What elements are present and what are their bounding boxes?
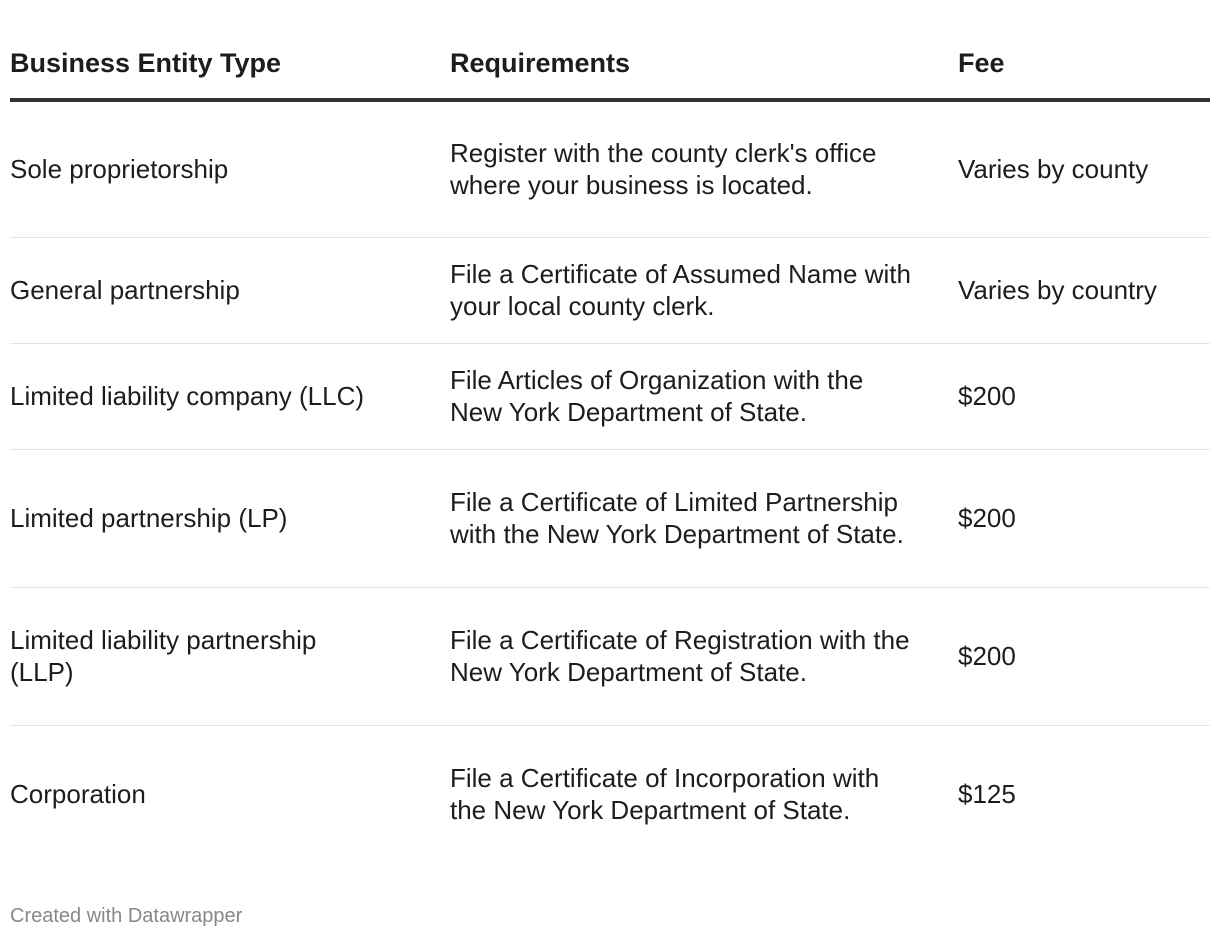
entity-type-cell xyxy=(10,237,450,343)
fee-text: $200 xyxy=(958,641,1016,671)
requirements-text: File a Certificate of Incorporation with the New York Department of State. xyxy=(450,763,880,826)
entity-type-text: Limited liability partnership (LLP) xyxy=(10,625,317,687)
requirements-cell xyxy=(450,343,958,449)
fee-text: $200 xyxy=(958,381,1016,411)
fee-text: Varies by country xyxy=(958,275,1157,305)
entity-requirements-table-container xyxy=(10,30,1210,863)
table-row xyxy=(10,100,1210,237)
fee-text: Varies by county xyxy=(958,154,1149,185)
fee-cell xyxy=(958,587,1210,725)
fee-text: $200 xyxy=(958,503,1016,533)
fee-cell xyxy=(958,725,1210,863)
column-header-entity-type: Business Entity Type xyxy=(10,30,450,100)
table-row xyxy=(10,449,1210,587)
entity-type-text: Limited partnership (LP) xyxy=(10,503,288,533)
table-row xyxy=(10,343,1210,449)
column-header-fee: Fee xyxy=(958,30,1210,100)
requirements-text: File a Certificate of Limited Partnership with the New York Department of State. xyxy=(450,487,904,549)
entity-requirements-table xyxy=(10,30,1210,863)
entity-type-cell xyxy=(10,725,450,863)
entity-type-cell xyxy=(10,449,450,587)
entity-type-text: Sole proprietorship xyxy=(10,154,229,185)
requirements-cell xyxy=(450,587,958,725)
requirements-text: File a Certificate of Assumed Name with your local county clerk. xyxy=(450,259,911,321)
table-row xyxy=(10,237,1210,343)
table-row xyxy=(10,725,1210,863)
entity-type-text: Corporation xyxy=(10,779,146,810)
table-row xyxy=(10,587,1210,725)
column-header-requirements: Requirements xyxy=(450,30,958,100)
fee-text: $125 xyxy=(958,779,1016,810)
entity-type-cell xyxy=(10,100,450,237)
fee-cell xyxy=(958,237,1210,343)
requirements-text: Register with the county clerk's office where your business is located. xyxy=(450,138,877,201)
requirements-text: File Articles of Organization with the New York Department of State. xyxy=(450,365,864,427)
entity-type-text: Limited liability company (LLC) xyxy=(10,381,365,411)
requirements-cell xyxy=(450,449,958,587)
fee-cell xyxy=(958,343,1210,449)
datawrapper-credit[interactable]: Created with Datawrapper xyxy=(10,905,243,927)
requirements-cell xyxy=(450,100,958,237)
fee-cell xyxy=(958,449,1210,587)
fee-cell xyxy=(958,100,1210,237)
requirements-cell xyxy=(450,725,958,863)
requirements-text: File a Certificate of Registration with the New York Department of State. xyxy=(450,625,910,687)
requirements-cell xyxy=(450,237,958,343)
entity-type-cell xyxy=(10,587,450,725)
entity-type-text: General partnership xyxy=(10,275,240,305)
entity-type-cell xyxy=(10,343,450,449)
table-header-row xyxy=(10,30,1210,100)
